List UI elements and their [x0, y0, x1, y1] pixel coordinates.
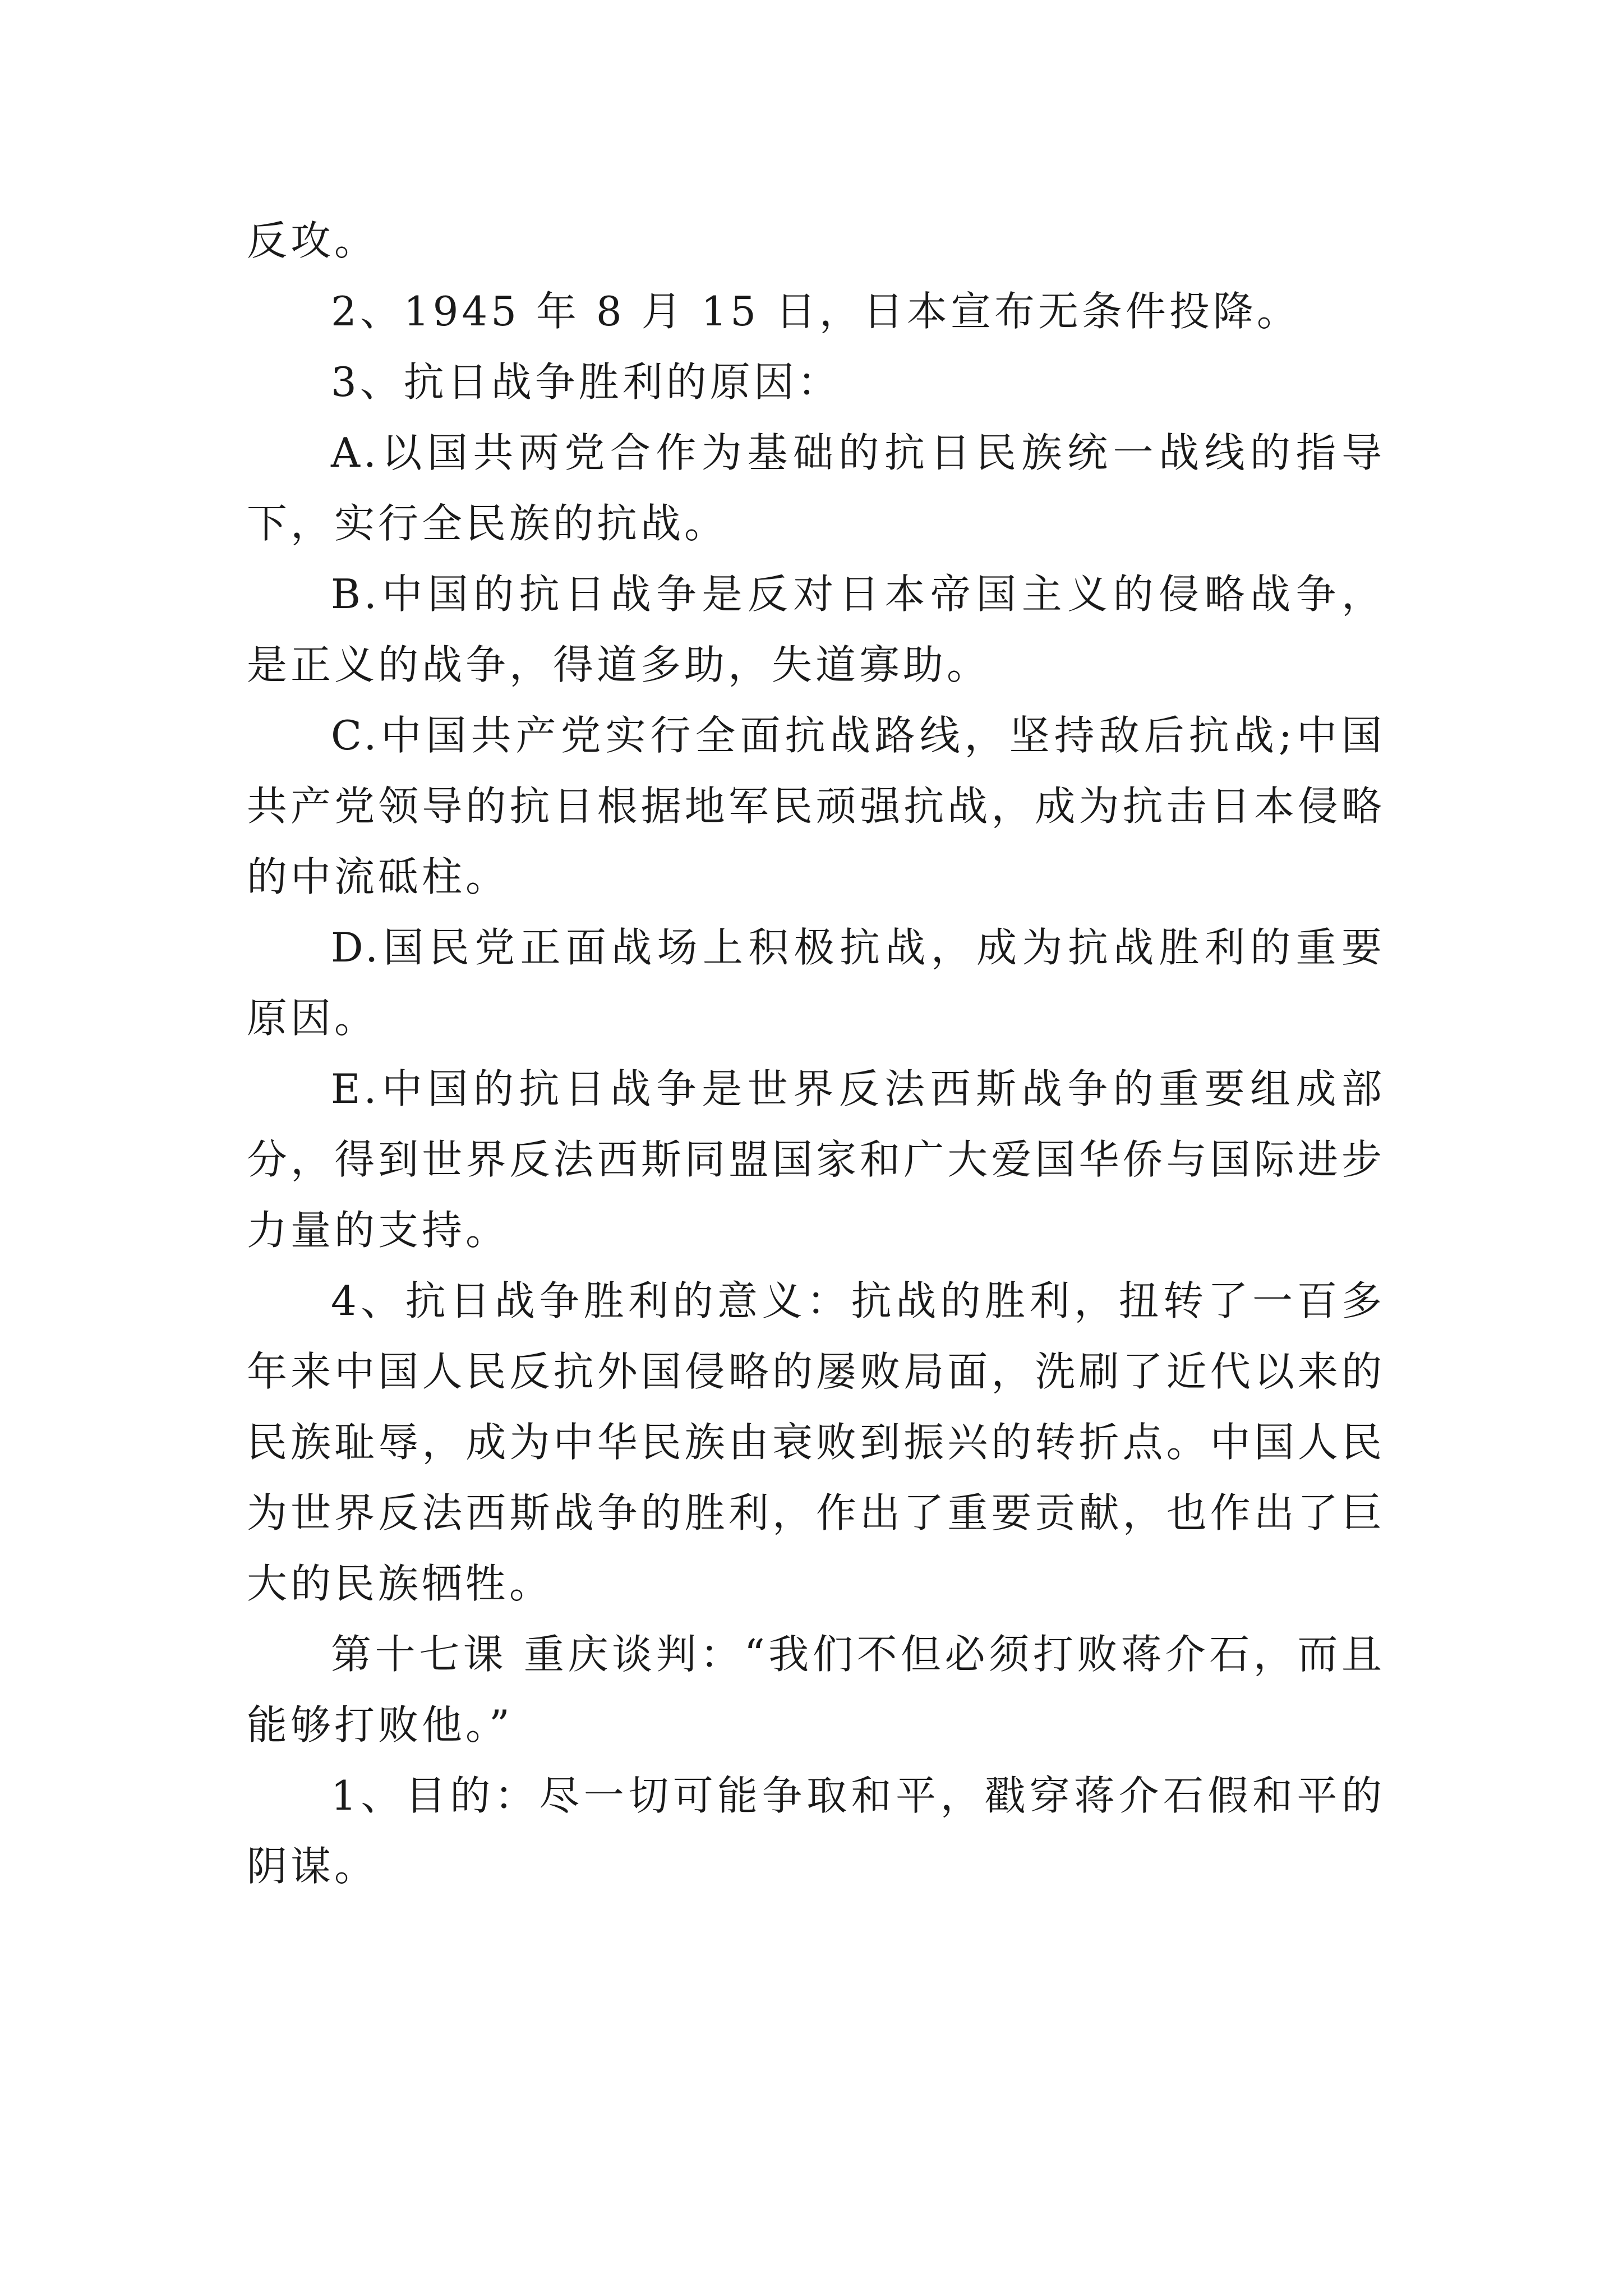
paragraph-reason-c: C.中国共产党实行全面抗战路线，坚持敌后抗战;中国共产党领导的抗日根据地军民顽强抗战，成为抗击日本侵略的中流砥柱。: [247, 712, 1385, 900]
paragraph-reason-d: D.国民党正面战场上积极抗战，成为抗战胜利的重要原因。: [247, 924, 1385, 1042]
paragraph-reason-a: A.以国共两党合作为基础的抗日民族统一战线的指导下，实行全民族的抗战。: [247, 429, 1385, 547]
document-body: [247, 205, 1385, 1902]
paragraph-negotiation-purpose: 1、目的：尽一切可能争取和平，戳穿蒋介石假和平的阴谋。: [247, 1772, 1385, 1890]
paragraph-continuation: 反攻。: [247, 217, 379, 264]
paragraph-victory-reasons-heading: 3、抗日战争胜利的原因：: [331, 358, 841, 406]
paragraph-reason-e: E.中国的抗日战争是世界反法西斯战争的重要组成部分，得到世界反法西斯同盟国家和广大爱国华侨与国际进步力量的支持。: [247, 1065, 1385, 1254]
paragraph-reason-b: B.中国的抗日战争是反对日本帝国主义的侵略战争，是正义的战争，得道多助，失道寡助。: [247, 570, 1385, 688]
paragraph-victory-significance: 4、抗日战争胜利的意义：抗战的胜利，扭转了一百多年来中国人民反抗外国侵略的屡败局面，洗刷了近代以来的民族耻辱，成为中华民族由衰败到振兴的转折点。中国人民为世界反法西斯战争的胜利，作出了重要贡献，也作出了巨大的民族牺牲。: [247, 1277, 1385, 1607]
paragraph-lesson-17-heading: 第十七课 重庆谈判：“我们不但必须打败蒋介石，而且能够打败他。”: [247, 1631, 1385, 1749]
paragraph-surrender-date: 2、1945 年 8 月 15 日，日本宣布无条件投降。: [331, 288, 1301, 335]
